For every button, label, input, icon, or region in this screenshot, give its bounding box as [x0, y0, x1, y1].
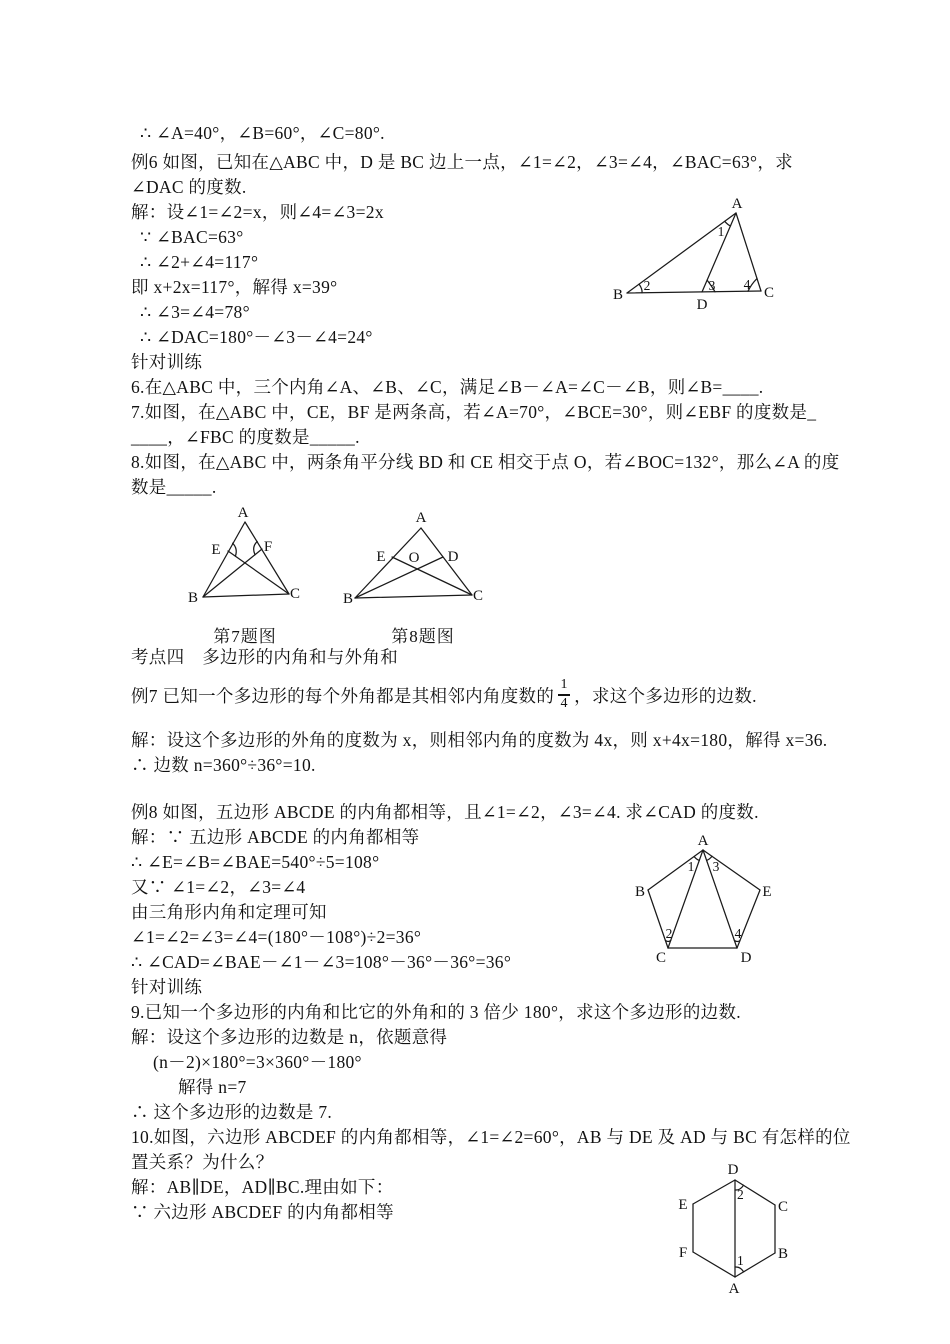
- example-6-problem: 例6 如图，已知在△ABC 中，D 是 BC 边上一点，∠1=∠2，∠3=∠4，∠BAC=63°，求: [131, 152, 793, 172]
- figure-problem8-triangle: [335, 503, 485, 608]
- vertex-label-B: B: [634, 884, 646, 900]
- training-heading: 针对训练: [131, 352, 203, 372]
- text-line: ∴ ∠A=40°，∠B=60°，∠C=80°.: [140, 123, 385, 143]
- vertex-label-B: B: [612, 287, 624, 303]
- angle-label-4: 4: [743, 277, 751, 292]
- problem-10: 10.如图，六边形 ABCDEF 的内角都相等，∠1=∠2=60°，AB 与 DE 及 AD 与 BC 有怎样的位: [131, 1127, 851, 1147]
- text-line: ∴ ∠E=∠B=∠BAE=540°÷5=108°: [131, 852, 380, 872]
- text-line: 又∵ ∠1=∠2，∠3=∠4: [131, 877, 306, 897]
- figure-segments: [203, 522, 289, 597]
- figure-example6-triangle: [600, 193, 785, 315]
- text-line: 解：AB∥DE，AD∥BC.理由如下：: [131, 1177, 394, 1197]
- vertex-label-B: B: [342, 591, 354, 607]
- text-line: 解：设∠1=∠2=x，则∠4=∠3=2x: [131, 202, 384, 222]
- vertex-label-F: F: [678, 1245, 688, 1261]
- angle-label-1: 1: [687, 859, 695, 874]
- text-line: (n－2)×180°=3×360°－180°: [153, 1052, 362, 1072]
- text-line: 数是_____.: [131, 477, 217, 497]
- text-line: ∴ ∠2+∠4=117°: [140, 252, 259, 272]
- example-8-problem: 例8 如图，五边形 ABCDE 的内角都相等，且∠1=∠2，∠3=∠4. 求∠CAD 的度数.: [131, 802, 759, 822]
- text-line: ∴ ∠3=∠4=78°: [140, 302, 250, 322]
- vertex-label-A: A: [697, 833, 709, 849]
- angle-label-2: 2: [643, 278, 651, 293]
- angle-label-1: 1: [717, 224, 725, 239]
- vertex-label-C: C: [777, 1199, 789, 1215]
- vertex-label-C: C: [655, 950, 667, 966]
- vertex-label-A: A: [728, 1281, 740, 1297]
- text-line: ∠1=∠2=∠3=∠4=(180°－108°)÷2=36°: [131, 927, 422, 947]
- vertex-label-E: E: [376, 549, 386, 565]
- vertex-label-D: D: [740, 950, 752, 966]
- figure7-caption: 第7题图: [213, 627, 277, 646]
- text-line: ∴ ∠CAD=∠BAE－∠1－∠3=108°－36°－36°=36°: [131, 952, 512, 972]
- vertex-label-A: A: [731, 196, 743, 212]
- vertex-label-C: C: [472, 588, 484, 604]
- vertex-label-E: E: [211, 542, 221, 558]
- text-line: 解得 n=7: [178, 1077, 247, 1097]
- problem-6: 6.在△ABC 中，三个内角∠A、∠B、∠C，满足∠B－∠A=∠C－∠B，则∠B=____.: [131, 377, 764, 397]
- angle-label-3: 3: [708, 278, 716, 293]
- vertex-label-E: E: [762, 884, 772, 900]
- frac-line-before: 例7 已知一个多边形的每个外角都是其相邻内角度数的: [131, 685, 555, 706]
- vertex-label-E: E: [678, 1197, 688, 1213]
- text-line: 解：∵ 五边形 ABCDE 的内角都相等: [131, 827, 420, 847]
- text-line: 即 x+2x=117°，解得 x=39°: [131, 277, 338, 297]
- section-heading: 考点四 多边形的内角和与外角和: [131, 647, 398, 667]
- text-line: 解：设这个多边形的边数是 n，依题意得: [131, 1027, 448, 1047]
- fraction-numerator: 1: [560, 677, 568, 693]
- text-line: ____，∠FBC 的度数是_____.: [131, 427, 360, 447]
- figure-problem10-hexagon: [665, 1153, 800, 1303]
- figure-segments: [693, 1180, 775, 1277]
- vertex-label-D: D: [447, 549, 459, 565]
- text-line: ∴ 这个多边形的边数是 7.: [131, 1102, 333, 1122]
- text-line: 由三角形内角和定理可知: [131, 902, 327, 922]
- text-line: 解：设这个多边形的外角的度数为 x，则相邻内角的度数为 4x，则 x+4x=180，解得 x=36.: [131, 730, 828, 750]
- fraction-one-quarter: [558, 678, 570, 712]
- figure-problem7-triangle: [180, 503, 310, 608]
- text-line: ∠DAC 的度数.: [131, 177, 247, 197]
- figure-example8-pentagon: [630, 833, 795, 966]
- vertex-label-D: D: [696, 297, 708, 313]
- point-label-O: O: [408, 550, 420, 566]
- problem-7: 7.如图，在△ABC 中，CE，BF 是两条高，若∠A=70°，∠BCE=30°，则∠EBF 的度数是_: [131, 402, 817, 422]
- angle-label-4: 4: [734, 926, 742, 941]
- vertex-label-B: B: [187, 590, 199, 606]
- text-line: 置关系？为什么？: [131, 1152, 274, 1172]
- vertex-label-D: D: [727, 1162, 739, 1178]
- vertex-label-C: C: [763, 285, 775, 301]
- problem-8: 8.如图，在△ABC 中，两条角平分线 BD 和 CE 相交于点 O，若∠BOC=132°，那么∠A 的度: [131, 452, 840, 472]
- angle-label-1: 1: [737, 1253, 744, 1268]
- text-line: ∴ 边数 n=360°÷36°=10.: [131, 755, 316, 775]
- figure8-caption: 第8题图: [391, 627, 455, 646]
- vertex-label-B: B: [777, 1246, 789, 1262]
- angle-label-2: 2: [737, 1187, 744, 1202]
- text-line: ∵ ∠BAC=63°: [140, 227, 244, 247]
- vertex-label-A: A: [415, 510, 427, 526]
- frac-line-after: ，求这个多边形的边数.: [574, 685, 757, 706]
- training-heading: 针对训练: [131, 977, 203, 997]
- vertex-label-F: F: [263, 539, 273, 555]
- angle-label-2: 2: [665, 926, 673, 941]
- angle-label-3: 3: [712, 859, 720, 874]
- fraction-denominator: 4: [560, 696, 568, 712]
- text-line: ∴ ∠DAC=180°－∠3－∠4=24°: [140, 327, 373, 347]
- text-line: ∵ 六边形 ABCDEF 的内角都相等: [131, 1202, 394, 1222]
- problem-9: 9.已知一个多边形的内角和比它的外角和的 3 倍少 180°，求这个多边形的边数.: [131, 1002, 741, 1022]
- vertex-label-C: C: [289, 586, 301, 602]
- vertex-label-A: A: [237, 505, 249, 521]
- example-7-problem: [131, 673, 757, 717]
